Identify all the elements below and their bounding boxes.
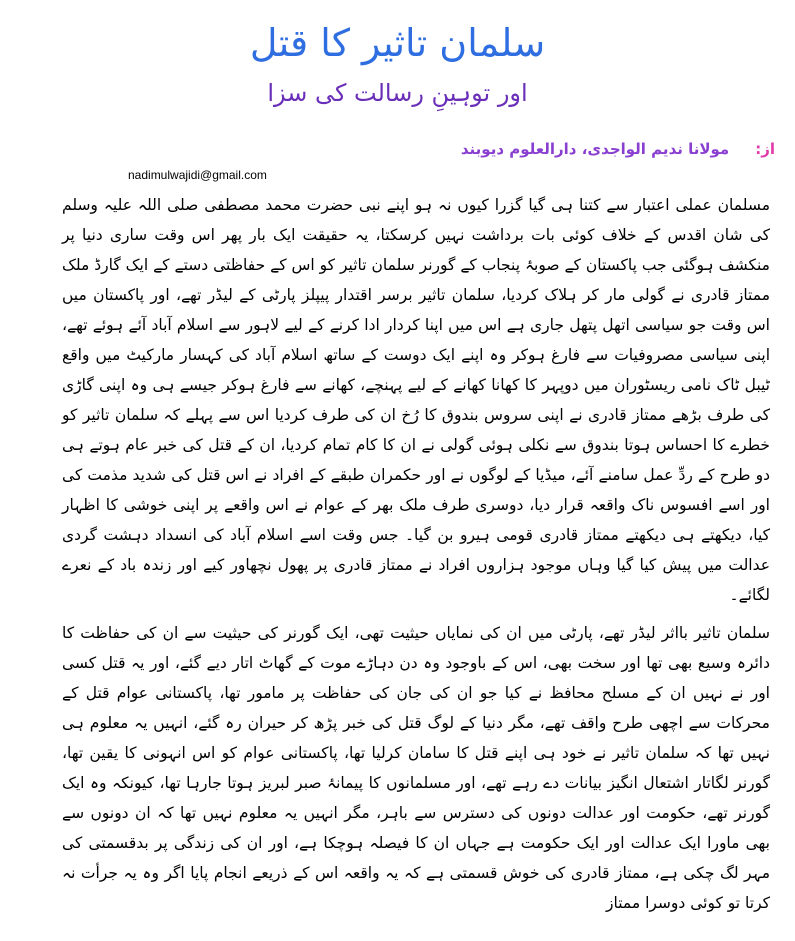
author-name: مولانا ندیم الواجدی، دارالعلوم دیوبند bbox=[460, 140, 730, 158]
byline-label: از: bbox=[755, 140, 775, 158]
paragraph-1: مسلمان عملی اعتبار سے کتنا ہی گیا گزرا کیوں نہ ہو اپنے نبی حضرت محمد مصطفی صلی اللہ علیہ وسلم کی شان اقدس کے خلاف کوئی بات برداشت نہیں کرسکتا، یہ حقیقت ایک بار پھر اس وقت ساری دنیا پر منکشف ہوگئی جب پاکستان کے صوبۂ پنجاب کے گورنر سلمان تاثیر کو اس کے حفاظتی دستے کے ایک گارڈ ملک ممتاز قادری نے گولی مار کر ہلاک کردیا، سلمان تاثیر برسر اقتدار پیپلز پارٹی کے لیڈر تھے، اور پاکستان میں اس وقت جو سیاسی اتھل پتھل جاری ہے اس میں اپنا کردار ادا کرنے کے لیے لاہور سے اسلام آباد آئے ہوئے تھے، اپنی سیاسی مصروفیات سے فارغ ہوکر وہ اپنے ایک دوست کے ساتھ اسلام آباد کی کہسار مارکیٹ میں واقع ٹیبل ٹاک نامی ریسٹوران میں دوپہر کا کھانا کھانے کے لیے پہنچے، کھانے سے فارغ ہوکر جیسے ہی وہ اپنی گاڑی کی طرف بڑھے ممتاز قادری نے اپنی سروس بندوق کا رُخ ان کی طرف کردیا اس سے پہلے کہ سلمان تاثیر کو خطرے کا احساس ہوتا بندوق سے نکلی ہوئی گولی نے ان کا کام تمام کردیا، ان کے قتل کی خبر عام ہوتے ہی دو طرح کے ردِّ عمل سامنے آئے، میڈیا کے لوگوں نے اور حکمران طبقے کے افراد نے اس قتل کی شدید مذمت کی اور اسے افسوس ناک واقعہ قرار دیا، دوسری طرف ملک بھر کے عوام نے اس واقعے پر اپنی خوشی کا اظہار کیا، دیکھتے ہی دیکھتے ممتاز قادری قومی ہیرو بن گیا۔ جس وقت اسے اسلام آباد کی انسداد دہشت گردی عدالت میں پیش کیا گیا وہاں موجود ہزاروں افراد نے ممتاز قادری پر پھول نچھاور کیے اور زندہ باد کے نعرے لگائے۔ bbox=[62, 196, 770, 604]
paragraph-2: سلمان تاثیر بااثر لیڈر تھے، پارٹی میں ان کی نمایاں حیثیت تھی، ایک گورنر کی حیثیت سے ان کی حفاظت کا دائرہ وسیع بھی تھا اور سخت بھی، اس کے باوجود وہ دن دہاڑے موت کے گھاٹ اتار دیے گئے، اور یہ قتل کسی اور نے نہیں ان کے مسلح محافظ نے کیا جو ان کی جان کی حفاظت پر مامور تھا، پاکستانی عوام قتل کے محرکات سے اچھی طرح واقف تھے، مگر دنیا کے لوگ قتل کی خبر پڑھ کر حیران رہ گئے، انہیں یہ معلوم ہی نہیں تھا کہ سلمان تاثیر نے خود ہی اپنے قتل کا سامان کرلیا تھا، پاکستانی عوام کو اس انہونی کا یقین تھا، گورنر لگاتار اشتعال انگیز بیانات دے رہے تھے، اور مسلمانوں کا پیمانۂ صبر لبریز ہوتا جارہا تھا، کیونکہ وہ ایک گورنر تھے، حکومت اور عدالت دونوں کی دسترس سے باہر، مگر انہیں یہ معلوم نہیں تھا کہ ان دونوں سے بھی ماورا ایک عدالت اور ایک حکومت ہے جہاں ان کا فیصلہ ہوچکا ہے، اور ان کی زندگی پر بدقسمتی کی مہر لگ چکی ہے، ممتاز قادری کی خوش قسمتی ہے کہ یہ واقعہ اس کے ذریعے انجام پایا اگر وہ یہ جرأت نہ کرتا تو کوئی دوسرا ممتاز bbox=[62, 624, 770, 912]
author-email: nadimulwajidi@gmail.com bbox=[128, 168, 267, 182]
page-subtitle: اور توہینِ رسالت کی سزا bbox=[267, 79, 528, 107]
page-title: سلمان تاثیر کا قتل bbox=[249, 21, 546, 65]
byline bbox=[461, 135, 775, 163]
article-body bbox=[62, 190, 770, 918]
